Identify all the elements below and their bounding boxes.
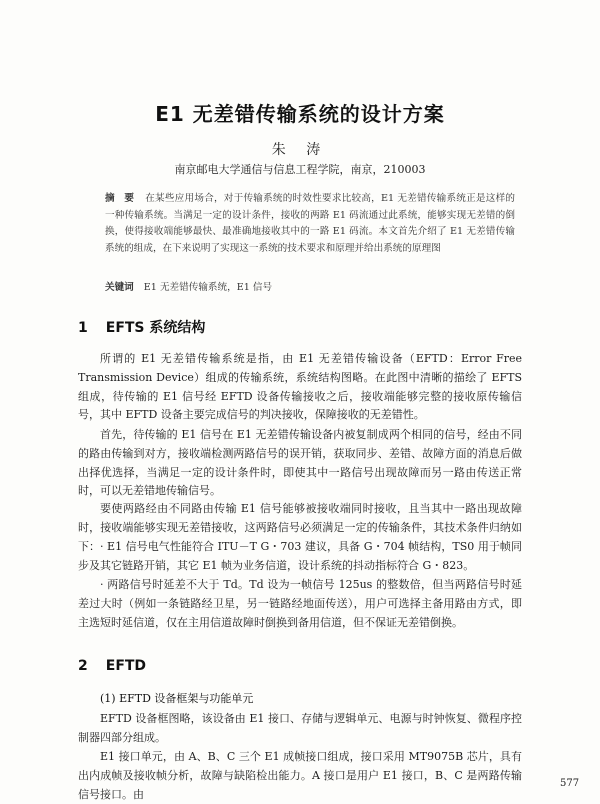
paragraph: 要使两路经由不同路由传输 E1 信号能够被接收端同时接收，且当其中一路出现故障时，接收端能够实现无差错接收，这两路信号必须满足一定的传输条件，其技术条件归纳如下： — [78, 502, 522, 553]
bullet-item: · 两路信号时延差不大于 Td。Td 设为一帧信号 125us 的整数倍，但当两路信号时延差过大时（例如一条链路经卫星，另一链路经地面传送），用户可选择主备用路由方式，即主选短时延信道，仅在主用信道故障时倒换到备用信道，但不保证无差错倒换。 — [78, 578, 522, 629]
abstract-text: 在某些应用场合，对于传输系统的时效性要求比较高，E1 无差错传输系统正是这样的一种传输系统。当满足一定的设计条件，接收的两路 E1 码流通过此系统，能够实现无差错的倒换，使得接收端能够最快、最准确地接收其中的一路 E1 码流。本文首先介绍了 E1 无差错传输系统的组成，在下来说明了实现这一系统的技术要求和原理并给出系统的原理图 — [105, 193, 515, 254]
abstract — [105, 191, 515, 257]
paragraph: 首先，待传输的 E1 信号在 E1 无差错传输设备内被复制成两个相同的信号，经由不同的路由传输到对方，接收端检测两路信号的误开销，获取同步、差错、故障方面的消息后做出择优选择，当满足一定的设计条件时，即使其中一路信号出现故障而另一路由传送正常时，可以无差错地传输信号。 — [78, 428, 522, 498]
paragraph: E1 接口单元，由 A、B、C 三个 E1 成帧接口组成，接口采用 MT9075B 芯片，具有出内成帧及接收帧分析，故障与缺陷检出能力。A 接口是用户 E1 接口，B、C 是两路传输信号接口。由 — [78, 750, 522, 801]
section-heading-1 — [78, 317, 205, 337]
keywords-text: E1 无差错传输系统，E1 信号 — [143, 282, 273, 293]
section-heading-2 — [78, 658, 146, 674]
bullet-item: · E1 信号电气性能符合 ITU－T G・703 建议，具备 G・704 帧结构，TS0 用于帧同步及其它链路开销，其它 E1 帧为业务信道，设计系统的抖动指标符合 G・823。 — [78, 540, 522, 572]
author-name: 朱 涛 — [271, 142, 329, 158]
paragraph: 所谓的 E1 无差错传输系统是指，由 E1 无差错传输设备（EFTD：Error Free Transmission Device）组成的传输系统，系统结构图略。在此图中清晰的描绘了 EFTS 组成，待传输的 E1 信号经 EFTD 设备传输接收之后，接收端能够完整的接收原传输信号，其中 EFTD 设备主要完成信号的判决接收，保障接收的无差错性。 — [78, 352, 522, 422]
abstract-label: 摘 要 — [105, 193, 138, 204]
section-title: EFTS 系统结构 — [105, 320, 206, 336]
page-number: 577 — [560, 778, 580, 789]
keywords-label: 关键词 — [105, 282, 134, 293]
section-number: 2 — [78, 658, 88, 674]
section-number: 1 — [78, 320, 88, 336]
paragraph: EFTD 设备框图略，该设备由 E1 接口、存储与逻辑单元、电源与时钟恢复、微程序控制器四部分组成。 — [78, 712, 522, 744]
section-title: EFTD — [105, 658, 147, 674]
subsection-heading: (1) EFTD 设备框架与功能单元 — [100, 692, 254, 705]
author-affiliation: 南京邮电大学通信与信息工程学院，南京，210003 — [174, 163, 426, 176]
paper-title: E1 无差错传输系统的设计方案 — [155, 102, 445, 126]
keywords — [105, 279, 515, 293]
